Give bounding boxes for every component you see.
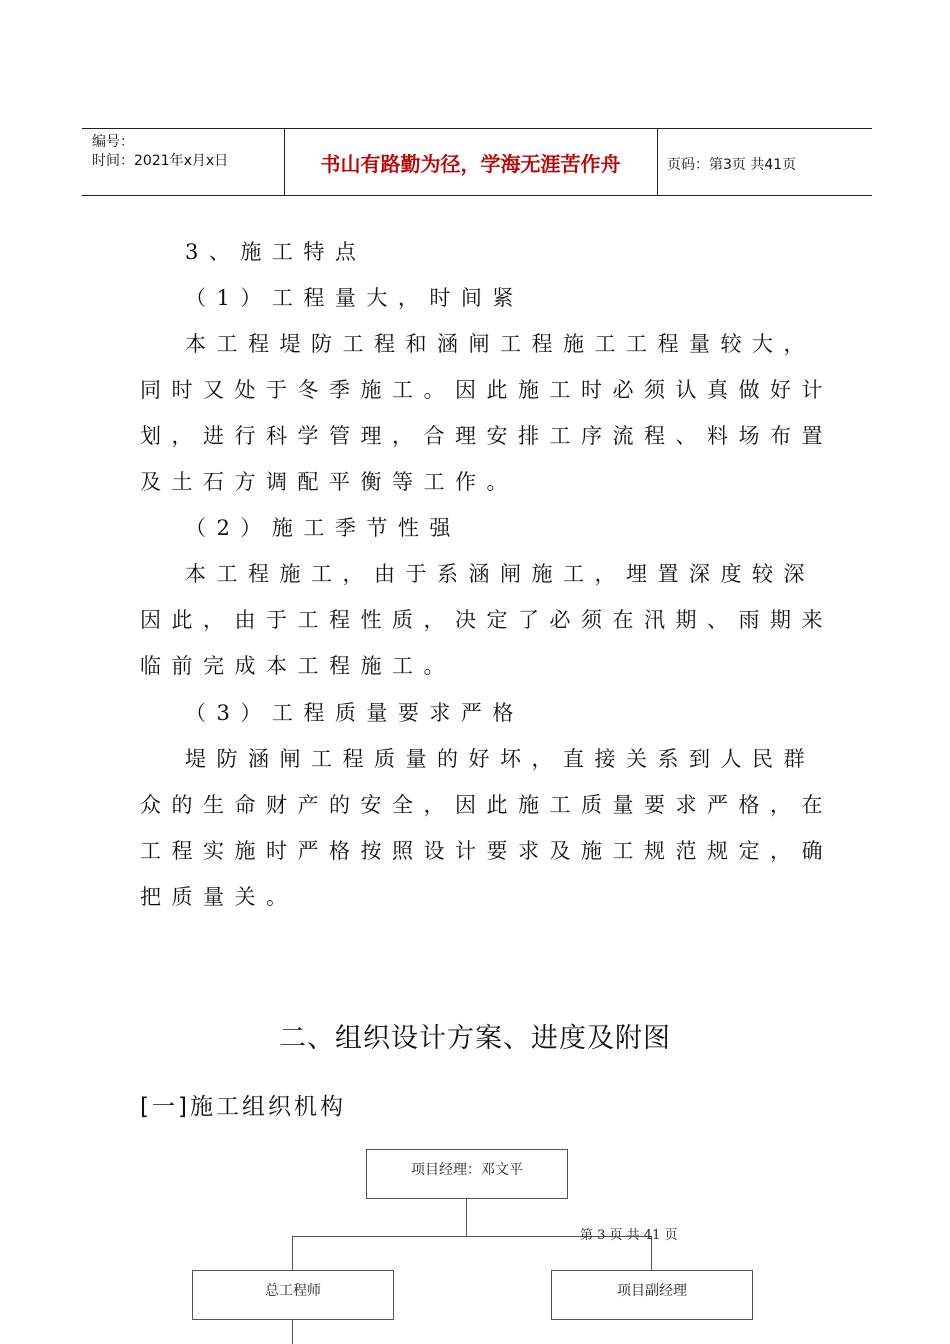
paragraph-line: 临前完成本工程施工。	[140, 654, 455, 678]
point2-title: （2）施工季节性强	[185, 516, 461, 540]
paragraph-line: 本工程堤防工程和涵闸工程施工工程量较大，	[185, 332, 815, 356]
header-motto: 书山有路勤为径，学海无涯苦作舟	[320, 152, 621, 176]
section-subheading: [一]施工组织机构	[140, 1094, 346, 1120]
chapter-heading: 二、组织设计方案、进度及附图	[279, 1023, 671, 1054]
org-box-manager	[366, 1149, 568, 1199]
org-box-deputy-manager	[551, 1270, 753, 1320]
header-top-rule	[82, 128, 872, 129]
point3-title: （3）工程质量要求严格	[185, 701, 524, 725]
paragraph-line: 众的生命财产的安全，因此施工质量要求严格，在	[140, 793, 833, 817]
paragraph-line: 工程实施时严格按照设计要求及施工规范规定，确	[140, 839, 833, 863]
org-connector-vertical-top	[466, 1199, 467, 1237]
point1-title: （1）工程量大，时间紧	[185, 286, 524, 310]
paragraph-line: 本工程施工，由于系涵闸施工，埋置深度较深	[185, 562, 815, 586]
header-page-code: 页码：第3页 共41页	[667, 157, 797, 173]
org-label-deputy-manager: 项目副经理	[617, 1283, 687, 1299]
org-connector-bottom	[292, 1320, 293, 1344]
paragraph-line: 把质量关。	[140, 885, 298, 909]
paragraph-line: 及土石方调配平衡等工作。	[140, 470, 518, 494]
org-connector-left-down	[292, 1236, 293, 1270]
header-date-label: 时间：2021年x月x日	[92, 153, 229, 169]
paragraph-line: 堤防涵闸工程质量的好坏，直接关系到人民群	[185, 747, 815, 771]
paragraph-line: 因此，由于工程性质，决定了必须在汛期、雨期来	[140, 608, 833, 632]
header-number-label: 编号：	[92, 134, 134, 150]
paragraph-line: 划，进行科学管理，合理安排工序流程、料场布置	[140, 424, 833, 448]
header-bottom-rule	[82, 195, 872, 196]
paragraph-line: 同时又处于冬季施工。因此施工时必须认真做好计	[140, 378, 833, 402]
org-label-manager: 项目经理：邓文平	[411, 1162, 523, 1178]
org-label-chief-engineer: 总工程师	[265, 1283, 321, 1299]
org-box-chief-engineer	[192, 1270, 394, 1320]
section-title: 3、施工特点	[185, 240, 367, 264]
page-footer: 第 3 页 共 41 页	[580, 1228, 678, 1243]
header-divider-right	[657, 128, 658, 195]
